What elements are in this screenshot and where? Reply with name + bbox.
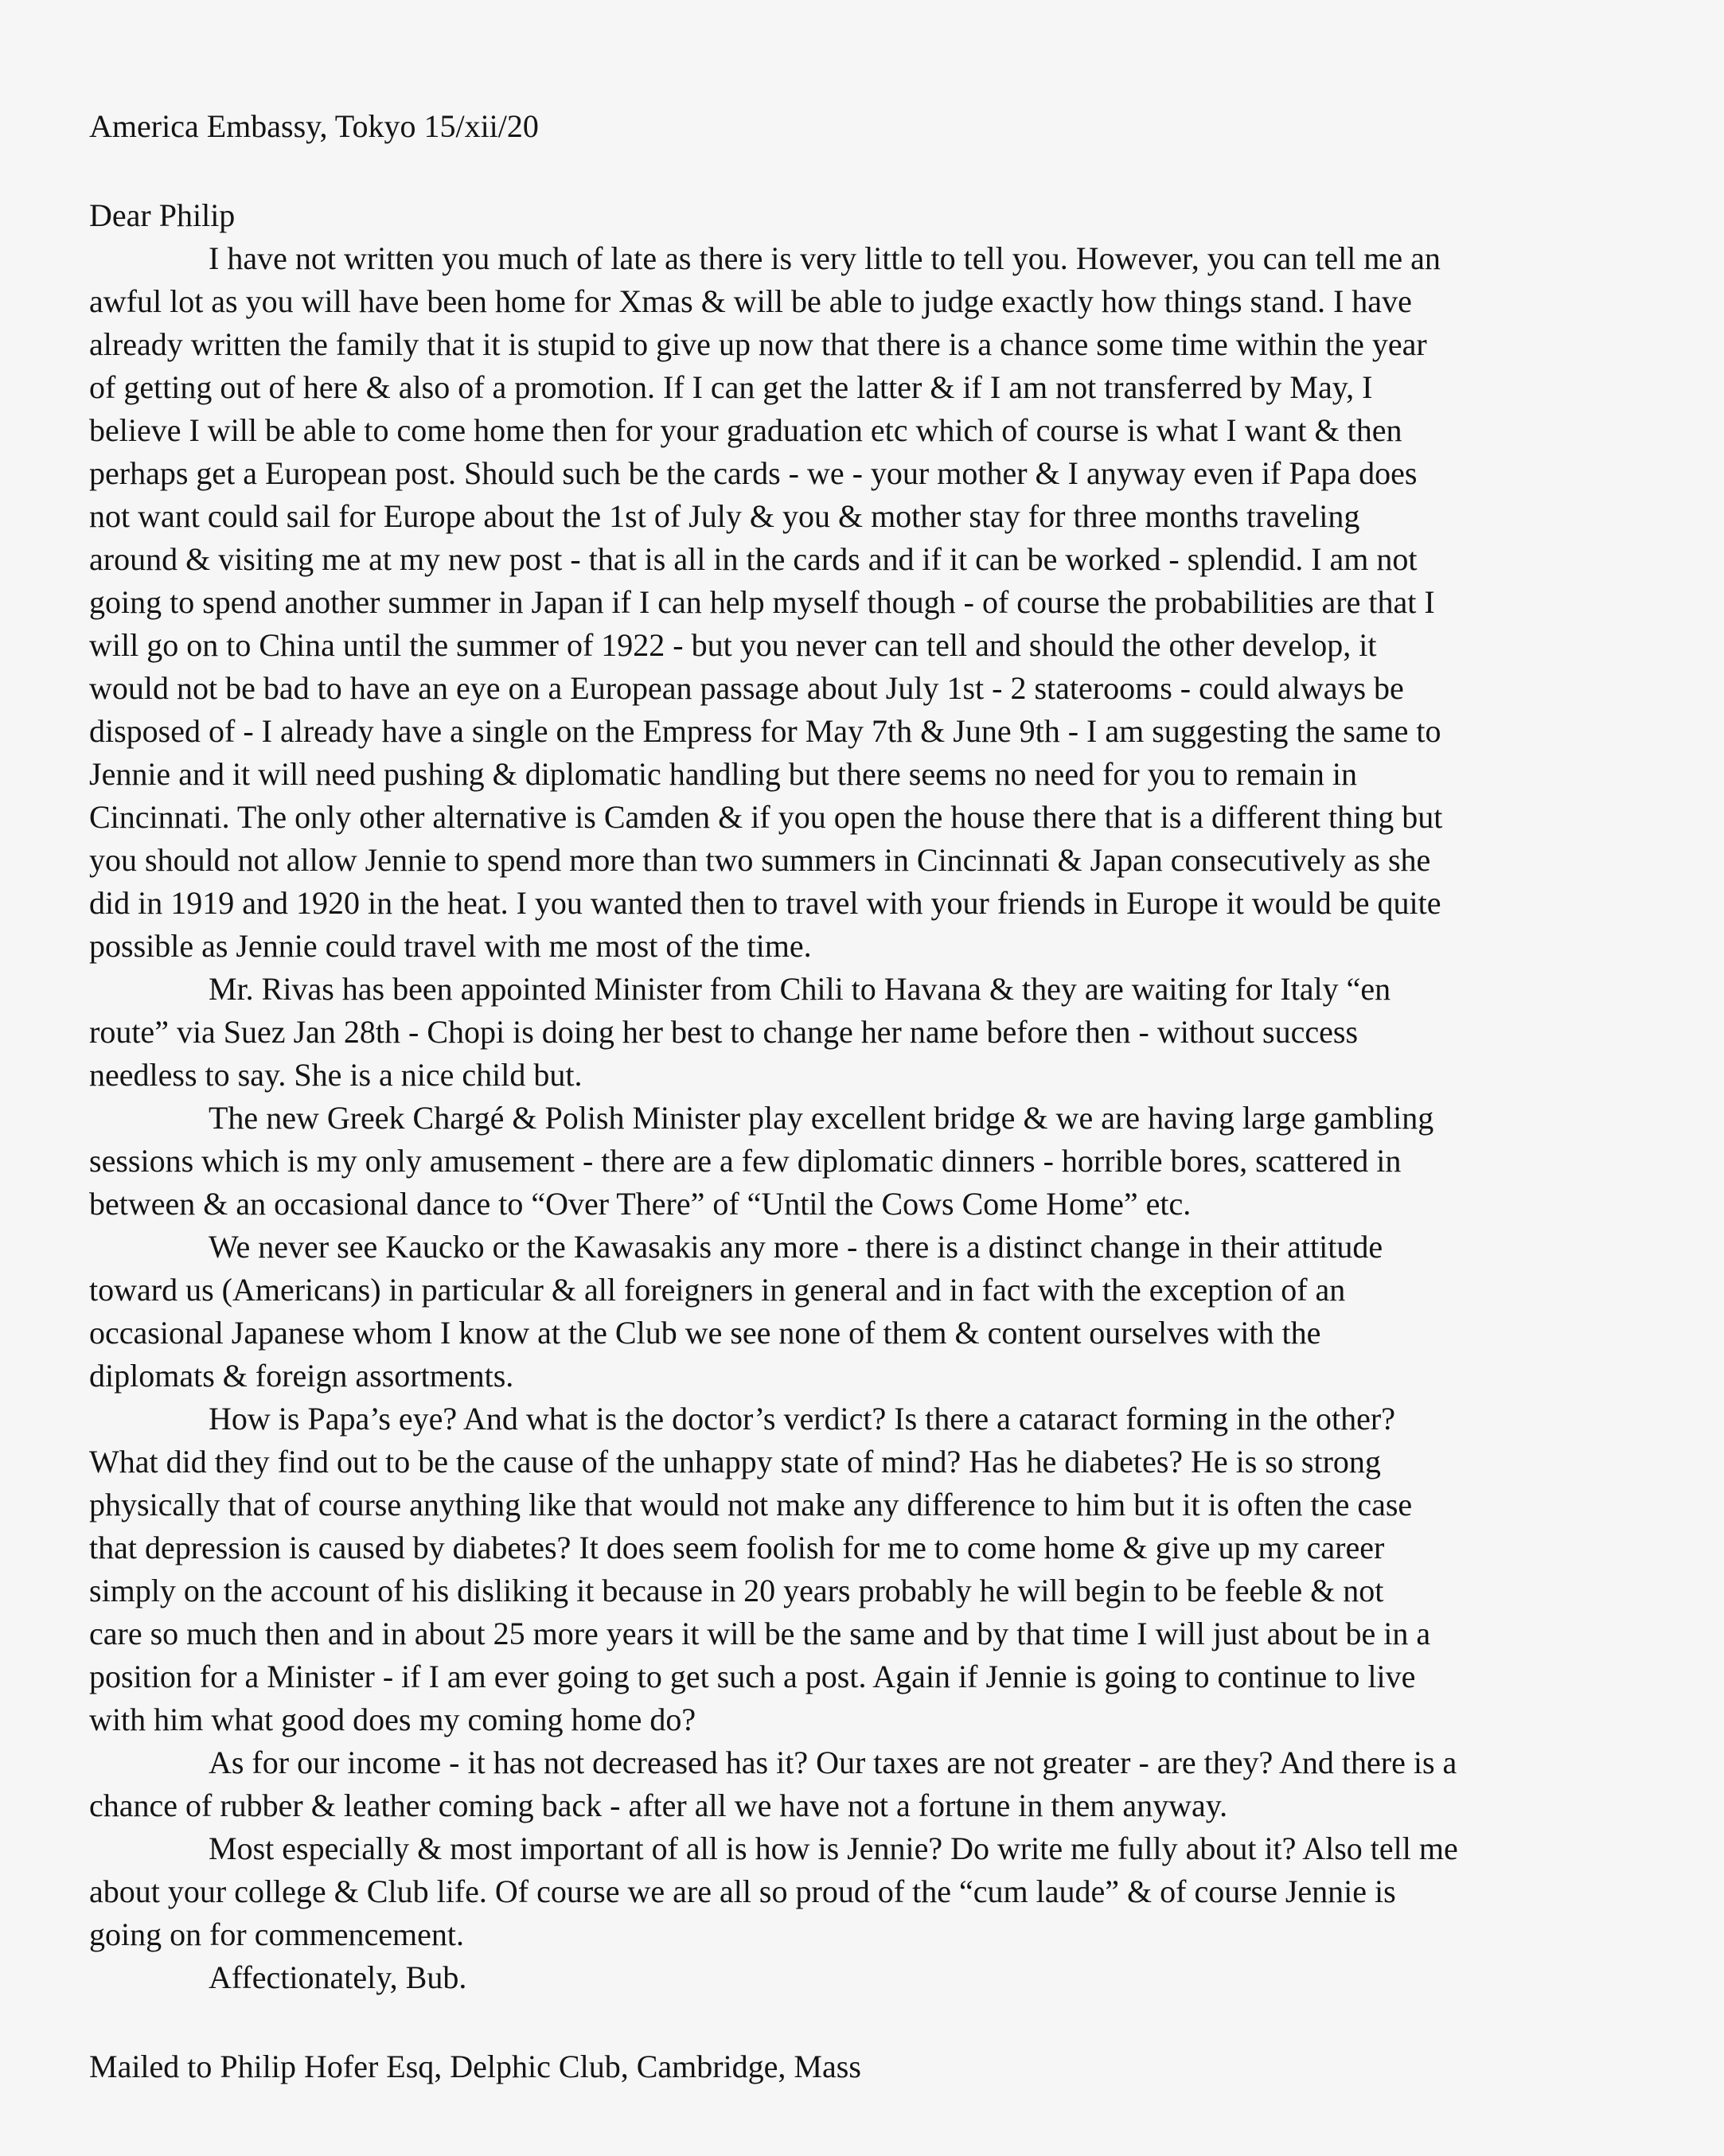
letter-line: going on for commencement. (89, 1916, 464, 1952)
letter-line: As for our income - it has not decreased has it? Our taxes are not greater - are they? And there is a (209, 1745, 1457, 1780)
letter-line: did in 1919 and 1920 in the heat. I you wanted then to travel with your friends in Europe it would be quite (89, 885, 1441, 921)
letter-line: around & visiting me at my new post - that is all in the cards and if it can be worked - splendid. I am not (89, 541, 1418, 577)
letter-line: about your college & Club life. Of course we are all so proud of the “cum laude” & of course Jennie is (89, 1873, 1396, 1909)
letter-line: disposed of - I already have a single on the Empress for May 7th & June 9th - I am suggesting the same to (89, 713, 1441, 749)
letter-header: America Embassy, Tokyo 15/xii/20 (89, 108, 539, 144)
letter-line: physically that of course anything like that would not make any difference to him but it is often the case (89, 1487, 1413, 1522)
letter-line: will go on to China until the summer of 1922 - but you never can tell and should the other develop, it (89, 627, 1377, 663)
letter-line: needless to say. She is a nice child but. (89, 1057, 583, 1093)
letter-line: sessions which is my only amusement - there are a few diplomatic dinners - horrible bores, scattered in (89, 1143, 1402, 1179)
letter-line: position for a Minister - if I am ever going to get such a post. Again if Jennie is going to continue to live (89, 1659, 1416, 1694)
letter-line: of getting out of here & also of a promotion. If I can get the latter & if I am not transferred by May, I (89, 369, 1373, 405)
mailing-note: Mailed to Philip Hofer Esq, Delphic Club, Cambridge, Mass (89, 2049, 861, 2084)
letter-line: already written the family that it is stupid to give up now that there is a chance some time within the year (89, 326, 1427, 362)
letter-line: possible as Jennie could travel with me most of the time. (89, 928, 812, 964)
letter-line: care so much then and in about 25 more years it will be the same and by that time I will just about be in a (89, 1616, 1431, 1651)
letter-line: with him what good does my coming home do? (89, 1702, 696, 1737)
letter-line: not want could sail for Europe about the 1st of July & you & mother stay for three months traveling (89, 498, 1360, 534)
letter-line: Cincinnati. The only other alternative is Camden & if you open the house there that is a different thing but (89, 799, 1443, 835)
closing-signature: Affectionately, Bub. (209, 1959, 467, 1995)
letter-line: I have not written you much of late as there is very little to tell you. However, you can tell me an (209, 240, 1441, 276)
letter-line: toward us (Americans) in particular & all foreigners in general and in fact with the exception of an (89, 1272, 1346, 1308)
letter-line: Mr. Rivas has been appointed Minister from Chili to Havana & they are waiting for Italy “en (209, 971, 1391, 1007)
letter-line: going to spend another summer in Japan if I can help myself though - of course the probabilities are that I (89, 584, 1435, 620)
letter-line: route” via Suez Jan 28th - Chopi is doing her best to change her name before then - without success (89, 1014, 1359, 1050)
letter-line: simply on the account of his disliking it because in 20 years probably he will begin to be feeble & not (89, 1573, 1384, 1608)
letter-line: you should not allow Jennie to spend more than two summers in Cincinnati & Japan consecutively as she (89, 842, 1431, 878)
letter-line: Most especially & most important of all is how is Jennie? Do write me fully about it? Also tell me (209, 1830, 1458, 1866)
letter-line: would not be bad to have an eye on a European passage about July 1st - 2 staterooms - could always be (89, 670, 1404, 706)
letter-line: that depression is caused by diabetes? It does seem foolish for me to come home & give up my career (89, 1530, 1385, 1565)
letter-line: What did they find out to be the cause of the unhappy state of mind? Has he diabetes? He is so strong (89, 1444, 1381, 1480)
salutation: Dear Philip (89, 197, 236, 233)
letter-line: awful lot as you will have been home for Xmas & will be able to judge exactly how things stand. I have (89, 283, 1412, 319)
letter-line: Jennie and it will need pushing & diplomatic handling but there seems no need for you to remain in (89, 756, 1357, 792)
letter-body (89, 237, 1649, 1999)
letter-line: How is Papa’s eye? And what is the doctor’s verdict? Is there a cataract forming in the other? (209, 1401, 1395, 1437)
letter-line: We never see Kaucko or the Kawasakis any more - there is a distinct change in their attitude (209, 1229, 1383, 1265)
letter-line: believe I will be able to come home then for your graduation etc which of course is what I want & then (89, 412, 1402, 448)
letter-line: between & an occasional dance to “Over There” of “Until the Cows Come Home” etc. (89, 1186, 1192, 1222)
letter-line: perhaps get a European post. Should such be the cards - we - your mother & I anyway even if Papa does (89, 455, 1418, 491)
letter-line: diplomats & foreign assortments. (89, 1358, 514, 1394)
letter-line: occasional Japanese whom I know at the Club we see none of them & content ourselves with the (89, 1315, 1321, 1351)
letter-line: The new Greek Chargé & Polish Minister play excellent bridge & we are having large gambling (209, 1100, 1434, 1136)
letter-line: chance of rubber & leather coming back - after all we have not a fortune in them anyway. (89, 1788, 1228, 1823)
